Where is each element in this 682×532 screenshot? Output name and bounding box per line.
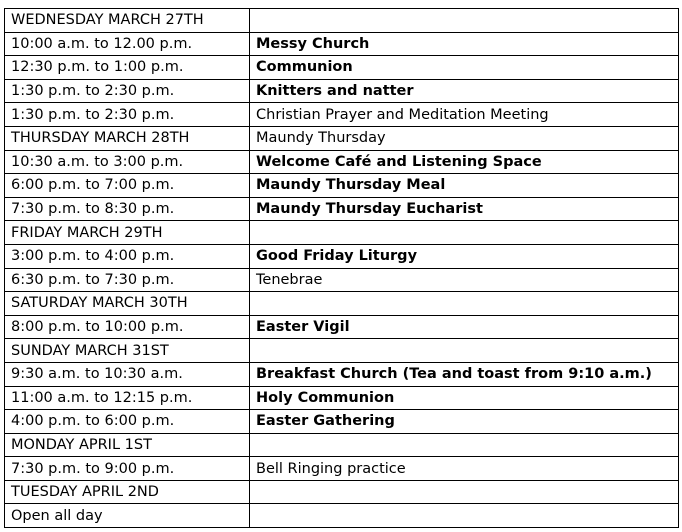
event-cell: Good Friday Liturgy <box>250 244 679 268</box>
time-cell: 7:30 p.m. to 8:30 p.m. <box>5 197 250 221</box>
table-row <box>5 268 679 292</box>
event-cell: Maundy Thursday <box>250 126 679 150</box>
table-row <box>5 315 679 339</box>
time-cell: 12:30 p.m. to 1:00 p.m. <box>5 56 250 80</box>
table-row <box>5 32 679 56</box>
table-row <box>5 457 679 481</box>
day-heading-row <box>5 480 679 504</box>
day-heading: THURSDAY MARCH 28TH <box>5 126 250 150</box>
table-row <box>5 174 679 198</box>
event-cell: Bell Ringing practice <box>250 457 679 481</box>
day-heading: TUESDAY APRIL 2ND <box>5 480 250 504</box>
event-cell: Welcome Café and Listening Space <box>250 150 679 174</box>
event-cell <box>250 504 679 528</box>
time-cell: Open all day <box>5 504 250 528</box>
event-cell: Maundy Thursday Meal <box>250 174 679 198</box>
table-row <box>5 410 679 434</box>
event-cell: Holy Communion <box>250 386 679 410</box>
event-cell: Easter Vigil <box>250 315 679 339</box>
table-row <box>5 150 679 174</box>
day-heading-row <box>5 339 679 363</box>
event-cell <box>250 433 679 457</box>
time-cell: 10:00 a.m. to 12.00 p.m. <box>5 32 250 56</box>
event-cell: Christian Prayer and Meditation Meeting <box>250 103 679 127</box>
day-heading-row <box>5 292 679 316</box>
event-cell: Easter Gathering <box>250 410 679 434</box>
table-row <box>5 504 679 528</box>
day-heading-row <box>5 9 679 33</box>
event-cell: Tenebrae <box>250 268 679 292</box>
event-cell <box>250 292 679 316</box>
event-cell: Breakfast Church (Tea and toast from 9:10 a.m.) <box>250 362 679 386</box>
time-cell: 1:30 p.m. to 2:30 p.m. <box>5 79 250 103</box>
day-heading-row <box>5 433 679 457</box>
time-cell: 6:30 p.m. to 7:30 p.m. <box>5 268 250 292</box>
table-row <box>5 56 679 80</box>
day-heading: SATURDAY MARCH 30TH <box>5 292 250 316</box>
time-cell: 11:00 a.m. to 12:15 p.m. <box>5 386 250 410</box>
event-cell <box>250 9 679 33</box>
day-heading: WEDNESDAY MARCH 27TH <box>5 9 250 33</box>
table-row <box>5 103 679 127</box>
day-heading: FRIDAY MARCH 29TH <box>5 221 250 245</box>
time-cell: 1:30 p.m. to 2:30 p.m. <box>5 103 250 127</box>
time-cell: 3:00 p.m. to 4:00 p.m. <box>5 244 250 268</box>
event-cell: Knitters and natter <box>250 79 679 103</box>
day-heading: MONDAY APRIL 1ST <box>5 433 250 457</box>
event-cell: Communion <box>250 56 679 80</box>
time-cell: 4:00 p.m. to 6:00 p.m. <box>5 410 250 434</box>
day-heading-row <box>5 126 679 150</box>
event-cell <box>250 221 679 245</box>
time-cell: 6:00 p.m. to 7:00 p.m. <box>5 174 250 198</box>
table-row <box>5 197 679 221</box>
event-cell: Maundy Thursday Eucharist <box>250 197 679 221</box>
schedule-body <box>5 9 679 528</box>
table-row <box>5 244 679 268</box>
event-cell: Messy Church <box>250 32 679 56</box>
table-row <box>5 79 679 103</box>
time-cell: 10:30 a.m. to 3:00 p.m. <box>5 150 250 174</box>
time-cell: 9:30 a.m. to 10:30 a.m. <box>5 362 250 386</box>
day-heading-row <box>5 221 679 245</box>
table-row <box>5 362 679 386</box>
schedule-table <box>4 8 679 528</box>
event-cell <box>250 480 679 504</box>
event-cell <box>250 339 679 363</box>
time-cell: 7:30 p.m. to 9:00 p.m. <box>5 457 250 481</box>
time-cell: 8:00 p.m. to 10:00 p.m. <box>5 315 250 339</box>
table-row <box>5 386 679 410</box>
day-heading: SUNDAY MARCH 31ST <box>5 339 250 363</box>
